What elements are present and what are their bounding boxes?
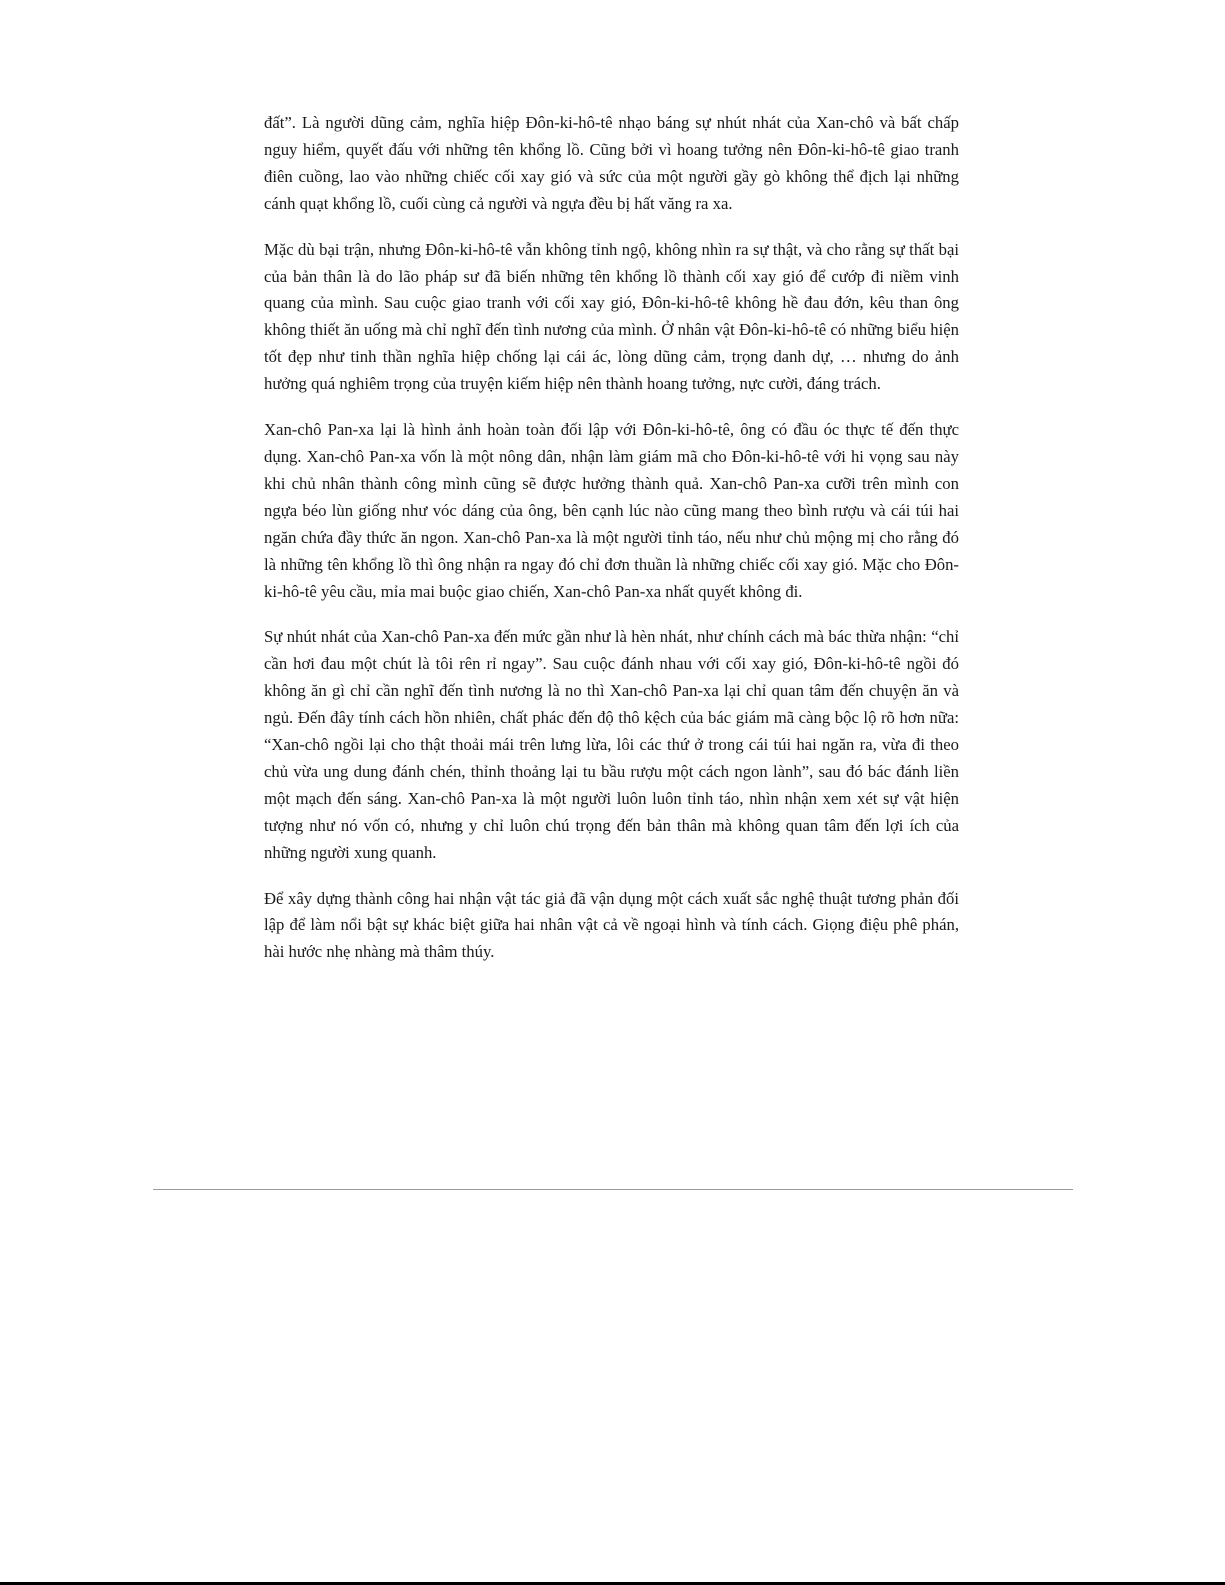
paragraph-1: đất”. Là người dũng cảm, nghĩa hiệp Đôn-ki-hô-tê nhạo báng sự nhút nhát của Xan-chô và bất chấp nguy hiểm, quyết đấu với những tên khổng lồ. Cũng bởi vì hoang tưởng nên Đôn-ki-hô-tê giao tranh điên cuồng, lao vào những chiếc cối xay gió và sức của một người gầy gò không thể địch lại những cánh quạt khổng lồ, cuối cùng cả người và ngựa đều bị hất văng ra xa.: [264, 113, 959, 213]
paragraph-5: Để xây dựng thành công hai nhận vật tác giả đã vận dụng một cách xuất sắc nghệ thuật tương phản đối lập để làm nổi bật sự khác biệt giữa hai nhân vật cả về ngoại hình và tính cách. Giọng điệu phê phán, hài hước nhẹ nhàng mà thâm thúy.: [264, 888, 959, 962]
page-divider: [153, 1189, 1073, 1190]
paragraph-3: Xan-chô Pan-xa lại là hình ảnh hoàn toàn đối lập với Đôn-ki-hô-tê, ông có đầu óc thực tế đến thực dụng. Xan-chô Pan-xa vốn là một nông dân, nhận làm giám mã cho Đôn-ki-hô-tê với hi vọng sau này khi chủ nhân thành công mình cũng sẽ được hưởng thành quả. Xan-chô Pan-xa cưỡi trên mình con ngựa béo lùn giống như vóc dáng của ông, bên cạnh lúc nào cũng mang theo bình rượu và cái túi hai ngăn chứa đầy thức ăn ngon. Xan-chô Pan-xa là một người tỉnh táo, nếu như chủ mộng mị cho rằng đó là những tên khổng lồ thì ông nhận ra ngay đó chỉ đơn thuần là những chiếc cối xay gió. Mặc cho Đôn-ki-hô-tê yêu cầu, mỉa mai buộc giao chiến, Xan-chô Pan-xa nhất quyết không đi.: [264, 420, 959, 601]
page-body: [264, 110, 959, 985]
paragraph-4: Sự nhút nhát của Xan-chô Pan-xa đến mức gần như là hèn nhát, như chính cách mà bác thừa nhận: “chỉ cần hơi đau một chút là tôi rên rỉ ngay”. Sau cuộc đánh nhau với cối xay gió, Đôn-ki-hô-tê ngồi đó không ăn gì chỉ cần nghĩ đến tình nương là no thì Xan-chô Pan-xa lại chỉ quan tâm đến chuyện ăn và ngủ. Đến đây tính cách hồn nhiên, chất phác đến độ thô kệch của bác giám mã càng bộc lộ rõ hơn nữa: “Xan-chô ngồi lại cho thật thoải mái trên lưng lừa, lôi các thứ ở trong cái túi hai ngăn ra, vừa đi theo chủ vừa ung dung đánh chén, thỉnh thoảng lại tu bầu rượu một cách ngon lành”, sau đó bác đánh liền một mạch đến sáng. Xan-chô Pan-xa là một người luôn luôn tỉnh táo, nhìn nhận xem xét sự vật hiện tượng như nó vốn có, nhưng y chỉ luôn chú trọng đến bản thân mà không quan tâm đến lợi ích của những người xung quanh.: [264, 627, 959, 862]
paragraph-2: Mặc dù bại trận, nhưng Đôn-ki-hô-tê vẫn không tỉnh ngộ, không nhìn ra sự thật, và cho rằng sự thất bại của bản thân là do lão pháp sư đã biến những tên khổng lồ thành cối xay gió để cướp đi niềm vinh quang của mình. Sau cuộc giao tranh với cối xay gió, Đôn-ki-hô-tê không hề đau đớn, kêu than ông không thiết ăn uống mà chỉ nghĩ đến tình nương của mình. Ở nhân vật Đôn-ki-hô-tê có những biểu hiện tốt đẹp như tinh thần nghĩa hiệp chống lại cái ác, lòng dũng cảm, trọng danh dự, … nhưng do ảnh hưởng quá nghiêm trọng của truyện kiếm hiệp nên thành hoang tưởng, nực cười, đáng trách.: [264, 239, 959, 394]
